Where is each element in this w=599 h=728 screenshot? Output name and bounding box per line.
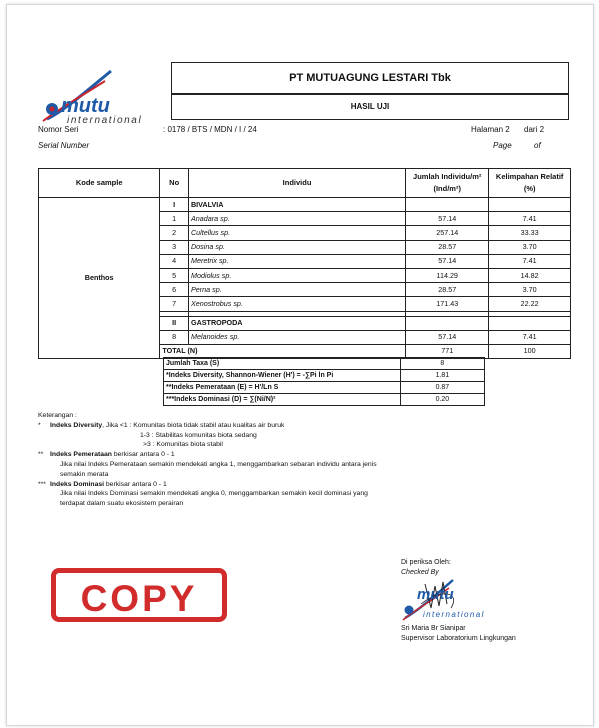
- row-name: Melanoides sp.: [188, 330, 405, 344]
- page-of-en: of: [534, 141, 541, 150]
- row-no: 6: [160, 283, 189, 297]
- page-label-en: Page: [493, 141, 512, 150]
- row-no: 7: [160, 297, 189, 311]
- row-name: Perna sp.: [188, 283, 405, 297]
- mutu-logo: [39, 69, 169, 127]
- row-rel: 3.70: [489, 240, 571, 254]
- summary-row: [164, 382, 485, 394]
- checked-label-en: Checked By: [401, 569, 439, 576]
- sign-logo-sub: international: [423, 610, 485, 619]
- row-rel: 7.41: [489, 330, 571, 344]
- row-name: Cultellus sp.: [188, 226, 405, 240]
- row-no: 4: [160, 254, 189, 268]
- sign-logo-word: mutu: [417, 586, 454, 603]
- summary-value: 1.81: [400, 370, 484, 382]
- logo-sub: international: [67, 115, 143, 126]
- total-rel: 100: [489, 344, 571, 358]
- notes-title: Keterangan :: [38, 412, 77, 419]
- note-text: semakin merata: [60, 470, 109, 478]
- note-text: berkisar antara 0 - 1: [104, 480, 167, 488]
- note-diversity: [38, 421, 377, 431]
- note-text: >3 : Komunitas biota stabil: [143, 441, 223, 449]
- summary-value: 8: [400, 358, 484, 370]
- serial-label: Nomor Seri: [38, 125, 79, 134]
- note-text: berkisar antara 0 - 1: [111, 451, 175, 459]
- row-rel: 14.82: [489, 268, 571, 282]
- group-row: [39, 198, 571, 212]
- col-code: Kode sample: [39, 169, 160, 198]
- group-name: BIVALVIA: [188, 198, 405, 212]
- notes-section: [38, 411, 377, 509]
- row-jumlah: 257.14: [406, 226, 489, 240]
- row-no: 3: [160, 240, 189, 254]
- note-mark: *: [38, 421, 41, 429]
- note-pemerataan: [38, 450, 377, 460]
- col-jumlah: [406, 169, 489, 198]
- signer-name: Sri Maria Br Sianipar: [401, 625, 466, 632]
- table-header-row: [39, 169, 571, 198]
- signer-role: Supervisor Laboratorium Lingkungan: [401, 635, 516, 642]
- col-jumlah-label: Jumlah Individu/m²: [413, 172, 482, 181]
- row-rel: 3.70: [489, 283, 571, 297]
- logo-word: mutu: [61, 95, 110, 117]
- row-name: Xenostrobus sp.: [188, 297, 405, 311]
- row-rel: 7.41: [489, 254, 571, 268]
- signature-block: [401, 558, 521, 644]
- note-text: 1-3 : Stabilitas komunitas biota sedang: [140, 431, 257, 439]
- document-page: [6, 4, 594, 726]
- note-text: , Jika <1 : Komunitas biota tidak stabil atau kualitas air buruk: [102, 421, 285, 429]
- summary-value: 0.87: [400, 382, 484, 394]
- summary-label: **Indeks Pemerataan (E) = H'/Ln S: [164, 382, 401, 394]
- row-jumlah: 171.43: [406, 297, 489, 311]
- note-head: Indeks Dominasi: [50, 480, 105, 488]
- row-name: Dosina sp.: [188, 240, 405, 254]
- row-jumlah: 57.14: [406, 212, 489, 226]
- col-kelimpahan-unit: (%): [523, 184, 536, 193]
- group-roman: II: [160, 316, 189, 330]
- note-head: Indeks Pemerataan: [50, 451, 112, 459]
- serial-label-en: Serial Number: [38, 141, 90, 150]
- page-of: dari 2: [524, 125, 545, 134]
- results-table: [38, 168, 571, 359]
- row-name: Modiolus sp.: [188, 268, 405, 282]
- row-no: 1: [160, 212, 189, 226]
- group-name: GASTROPODA: [188, 316, 405, 330]
- row-name: Anadara sp.: [188, 212, 405, 226]
- row-jumlah: 28.57: [406, 283, 489, 297]
- col-kelimpahan-label: Kelimpahan Relatif: [495, 172, 564, 181]
- summary-row: [164, 358, 485, 370]
- row-no: 8: [160, 330, 189, 344]
- row-jumlah: 114.29: [406, 268, 489, 282]
- copy-stamp: COPY: [51, 568, 227, 622]
- row-jumlah: 57.14: [406, 254, 489, 268]
- col-individu: Individu: [188, 169, 405, 198]
- sample-code: Benthos: [39, 198, 160, 359]
- row-rel: 33.33: [489, 226, 571, 240]
- summary-value: 0.20: [400, 394, 484, 406]
- row-no: 5: [160, 268, 189, 282]
- checked-label: Di periksa Oleh:: [401, 559, 451, 566]
- summary-label: *Indeks Diversity, Shannon-Wiener (H') = -∑Pi ln Pi: [164, 370, 401, 382]
- document-title: HASIL UJI: [171, 94, 569, 120]
- row-jumlah: 28.57: [406, 240, 489, 254]
- summary-table: [163, 357, 485, 406]
- note-text: terdapat dalam suatu ekosistem perairan: [60, 500, 184, 508]
- row-rel: 22.22: [489, 297, 571, 311]
- page-label: Halaman 2: [471, 125, 510, 134]
- summary-label: ***Indeks Dominasi (D) = ∑(Ni/N)²: [164, 394, 401, 406]
- total-label: TOTAL (N): [160, 344, 406, 358]
- col-no: No: [160, 169, 189, 198]
- note-mark: **: [38, 451, 44, 459]
- note-mark: ***: [38, 480, 46, 488]
- total-jumlah: 771: [406, 344, 489, 358]
- note-head: Indeks Diversity: [50, 421, 103, 429]
- note-dominasi: [38, 480, 377, 490]
- note-text: Jika nilai Indeks Dominasi semakin mendekati angka 0, menggambarkan semakin kecil dominasi yang: [60, 490, 368, 498]
- group-roman: I: [160, 198, 189, 212]
- company-name: PT MUTUAGUNG LESTARI Tbk: [171, 62, 569, 94]
- col-kelimpahan: [489, 169, 571, 198]
- summary-row: [164, 394, 485, 406]
- row-no: 2: [160, 226, 189, 240]
- row-rel: 7.41: [489, 212, 571, 226]
- note-text: Jika nilai Indeks Pemerataan semakin mendekati angka 1, menggambarkan sebaran individu antara jenis: [60, 460, 377, 468]
- summary-label: Jumlah Taxa (S): [164, 358, 401, 370]
- row-jumlah: 57.14: [406, 330, 489, 344]
- row-name: Meretrix sp.: [188, 254, 405, 268]
- signature-logo: [401, 578, 521, 624]
- summary-row: [164, 370, 485, 382]
- col-jumlah-unit: (Ind/m²): [433, 184, 461, 193]
- serial-value: : 0178 / BTS / MDN / I / 24: [163, 125, 257, 134]
